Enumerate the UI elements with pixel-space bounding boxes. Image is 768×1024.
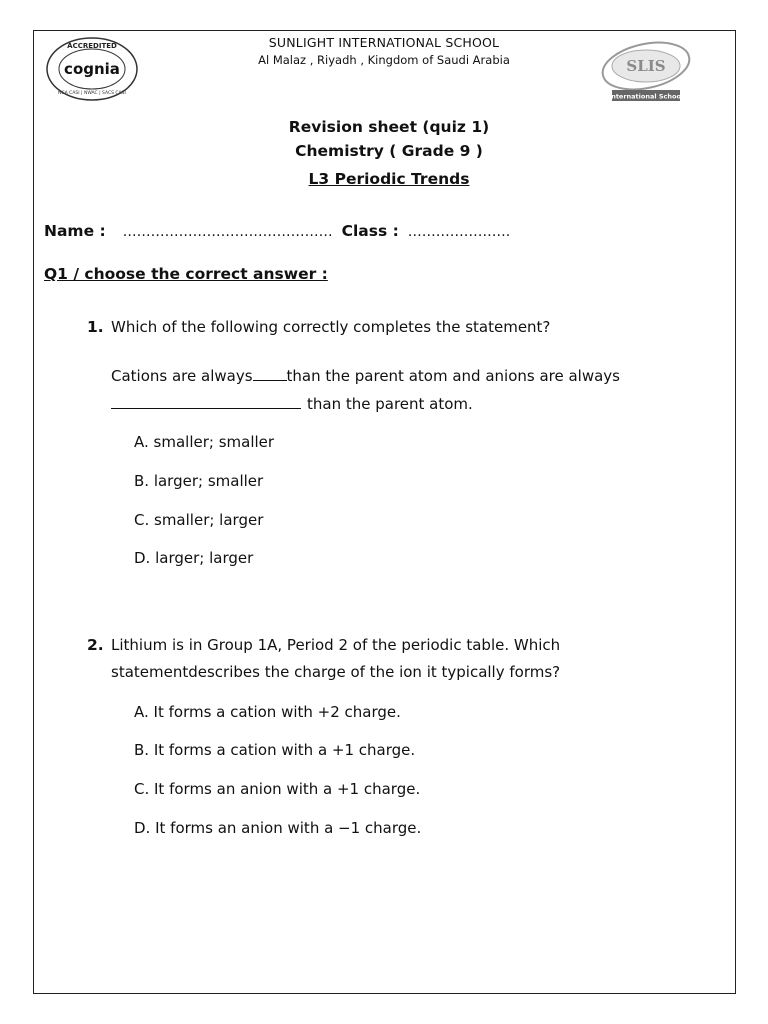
answer-blank [111,396,301,409]
question-stem-line1 [111,367,620,385]
question-number: 1. [87,318,104,336]
option-c[interactable]: C. It forms an anion with a +1 charge. [134,780,421,798]
option-a[interactable]: A. It forms a cation with +2 charge. [134,703,401,721]
option-d[interactable]: D. It forms an anion with a −1 charge. [134,819,422,837]
question-text-line1: Lithium is in Group 1A, Period 2 of the periodic table. Which [111,636,561,654]
logo-slis-text: SLIS [626,57,666,75]
lesson-title: L3 Periodic Trends [308,170,470,188]
school-address: Al Malaz , Riyadh , Kingdom of Saudi Arabia [258,53,510,67]
class-label: Class : [341,222,399,240]
sheet-title: Revision sheet (quiz 1) [288,118,490,136]
student-info-row [44,222,510,240]
option-c[interactable]: C. smaller; larger [134,511,264,529]
option-d[interactable]: D. larger; larger [134,549,254,567]
name-field[interactable]: ……………………………………… [122,224,333,240]
subject-title: Chemistry ( Grade 9 ) [295,142,483,160]
school-name: SUNLIGHT INTERNATIONAL SCHOOL [268,35,500,50]
section-heading: Q1 / choose the correct answer : [44,265,328,283]
answer-blank [253,368,287,381]
stem-part3: than the parent atom. [307,395,473,413]
stem-part1: Cations are always [111,367,253,385]
logo-caption: International School [608,92,684,101]
logo-ring-text: ACCREDITED [67,42,117,50]
class-field[interactable]: …………………. [407,224,511,240]
option-b[interactable]: B. It forms a cation with a +1 charge. [134,741,416,759]
question-number: 2. [87,636,104,654]
question-text-line2: statementdescribes the charge of the ion it typically forms? [111,663,561,681]
question-text: Which of the following correctly completes the statement? [111,318,551,336]
stem-part2: than the parent atom and anions are always [286,367,620,385]
logo-text: cognia [64,60,120,78]
slis-school-logo [598,36,694,106]
name-label: Name : [44,222,106,240]
option-b[interactable]: B. larger; smaller [134,472,264,490]
logo-bottom-text: NCA CASI | NWAC | SACS CASI [58,91,126,96]
question-stem-line2 [111,395,473,413]
option-a[interactable]: A. smaller; smaller [134,433,275,451]
